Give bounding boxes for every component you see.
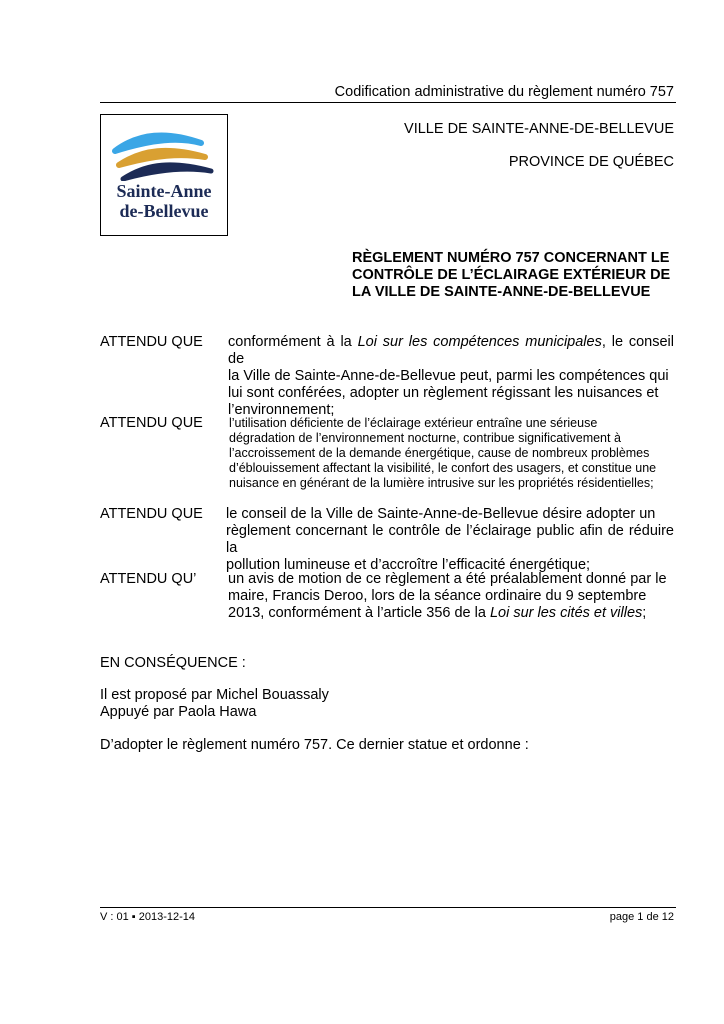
clause-label: ATTENDU QUE — [100, 334, 203, 350]
logo-line-2: de-Bellevue — [119, 201, 209, 221]
city-logo — [100, 114, 228, 236]
logo-wordmark — [101, 181, 227, 221]
logo-wave-bottom — [123, 165, 211, 179]
clause-line: nuisance en générant de la lumière intrusive sur les propriétés résidentielles; — [229, 476, 654, 490]
clause-line: maire, Francis Deroo, lors de la séance ordinaire du 9 septembre — [228, 588, 647, 604]
clause-line: l’environnement; — [228, 402, 335, 418]
document-header-title: Codification administrative du règlement numéro 757 — [334, 84, 674, 100]
clause-line: l’accroissement de la demande énergétique, cause de nombreux problèmes — [229, 446, 650, 460]
bylaw-title-line-1: RÈGLEMENT NUMÉRO 757 CONCERNANT LE — [352, 250, 670, 266]
city-name: VILLE DE SAINTE-ANNE-DE-BELLEVUE — [404, 121, 674, 137]
clause-line: 2013, conformément à l’article 356 de la Loi sur les cités et villes; — [228, 605, 647, 621]
clause-line: règlement concernant le contrôle de l’éclairage public afin de réduire la — [226, 523, 674, 556]
logo-waves-icon — [109, 125, 219, 181]
clause-body — [228, 571, 674, 622]
clause-line: pollution lumineuse et d’accroître l’efficacité énergétique; — [226, 557, 591, 573]
footer-page-number: page 1 de 12 — [609, 911, 674, 923]
clause-line: lui sont conférées, adopter un règlement régissant les nuisances et — [228, 385, 659, 401]
clause-line: dégradation de l’environnement nocturne, contribue significativement à — [229, 431, 621, 445]
clause-line: le conseil de la Ville de Sainte-Anne-de-Bellevue désire adopter un — [226, 506, 656, 522]
clause-label: ATTENDU QUE — [100, 506, 203, 522]
clause-line: d’éblouissement affectant la visibilité, le confort des usagers, et constitue une — [229, 461, 657, 475]
logo-line-1: Sainte-Anne — [116, 181, 212, 201]
footer-version: V : 01 ▪ 2013-12-14 — [100, 911, 196, 923]
province-name: PROVINCE DE QUÉBEC — [508, 154, 674, 170]
bylaw-title-line-2: CONTRÔLE DE L’ÉCLAIRAGE EXTÉRIEUR DE — [352, 267, 671, 283]
clause-label: ATTENDU QUE — [100, 415, 203, 431]
clause-line: conformément à la Loi sur les compétences municipales, le conseil de — [228, 334, 674, 367]
clause-body — [229, 416, 674, 491]
footer-rule — [100, 907, 676, 908]
consequence-heading: EN CONSÉQUENCE : — [100, 655, 246, 671]
clause-line: l’utilisation déficiente de l’éclairage extérieur entraîne une sérieuse — [229, 416, 598, 430]
clause-line: la Ville de Sainte-Anne-de-Bellevue peut, parmi les compétences qui — [228, 368, 669, 384]
bylaw-title — [352, 250, 674, 301]
clause-body — [226, 506, 674, 574]
adoption-statement: D’adopter le règlement numéro 757. Ce dernier statue et ordonne : — [100, 737, 529, 753]
clause-body — [228, 334, 674, 419]
clause-label: ATTENDU QU’ — [100, 571, 197, 587]
header-rule — [100, 102, 676, 103]
proposed-by: Il est proposé par Michel Bouassaly — [100, 687, 329, 703]
seconded-by: Appuyé par Paola Hawa — [100, 704, 257, 720]
bylaw-title-line-3: LA VILLE DE SAINTE-ANNE-DE-BELLEVUE — [352, 284, 651, 300]
clause-line: un avis de motion de ce règlement a été préalablement donné par le — [228, 571, 667, 587]
